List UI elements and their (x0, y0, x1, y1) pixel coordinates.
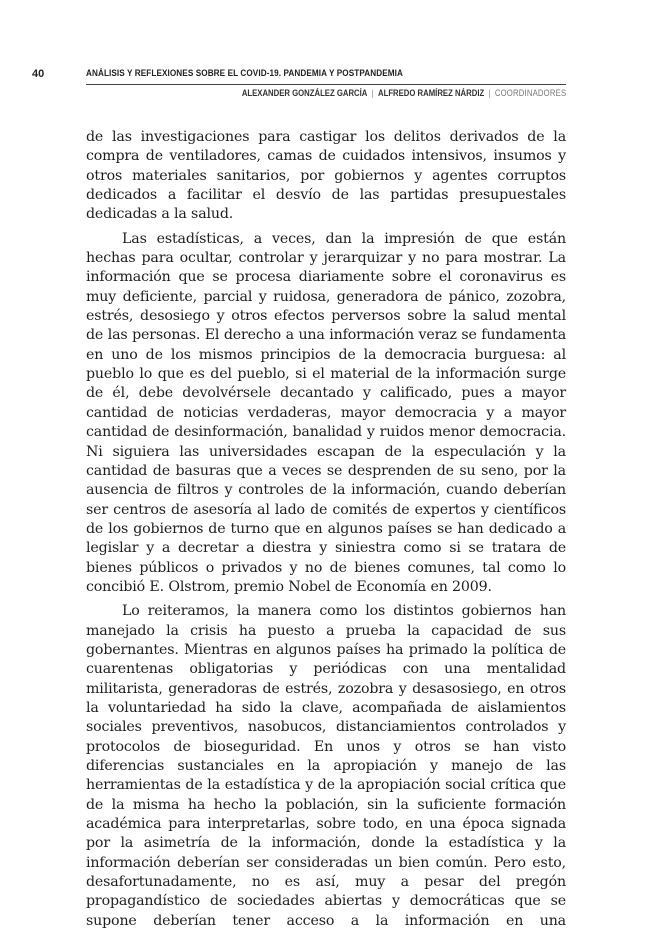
paragraph: Las estadísticas, a veces, dan la impresión de que están hechas para ocultar, controlar y jerarquizar y no para mostrar. La información que se procesa diariamente sobre el coronavirus es muy deficiente, parcial y ruidosa, generadora de pánico, zozobra, estrés, desosiego y otros efectos perversos sobre la salud mental de las personas. El derecho a una información veraz se fundamenta en uno de los mismos principios de la democracia burguesa: al pueblo lo que es del pueblo, si el material de la información surge de él, debe devolvérsele decantado y calificado, pues a mayor cantidad de noticias verdaderas, mayor democracia y a mayor cantidad de desinformación, banalidad y ruidos menor democracia. Ni siguiera las universidades escapan de la especulación y la cantidad de basuras que a veces se desprenden de su seno, por la ausencia de filtros y controles de la información, cuando deberían ser centros de asesoría al lado de comités de expertos y científicos de los gobiernos de turno que en algunos países se han dedicado a legislar y a decretar a diestra y siniestra como si se tratara de bienes públicos o privados y no de bienes comunes, tal como lo concibió E. Olstrom, premio Nobel de Economía en 2009. (86, 230, 566, 595)
editors-line (242, 88, 566, 98)
paragraph: de las investigaciones para castigar los delitos derivados de la compra de ventiladores, camas de cuidados intensivos, insumos y otros materiales sanitarios, por gobiernos y agentes corruptos dedicados a facilitar el desvío de las partidas presupuestales dedicadas a la salud. (86, 129, 566, 223)
editor-name: ALEXANDER GONZÁLEZ GARCÍA (241, 88, 368, 98)
header-separator: | (371, 88, 374, 98)
header-rule (86, 84, 566, 85)
paragraph: Lo reiteramos, la manera como los distintos gobiernos han manejado la crisis ha puesto a prueba la capacidad de sus gobernantes. Mientras en algunos países ha primado la política de cuarentenas obligatorias y periódicas con una mentalidad militarista, generadoras de estrés, zozobra y desasosiego, en otros la voluntariedad ha sido la clave, acompañada de aislamientos sociales preventivos, nasobucos, distanciamientos controlados y protocolos de bioseguridad. En unos y otros se han visto diferencias sustanciales en la apropiación y manejo de las herramientas de la estadística y de la apropiación social crítica que de la misma ha hecho la población, sin la suficiente formación académica para interpretarlas, sobre todo, en una época signada por la asimetría de la información, donde la estadística y la información deberían ser consideradas un bien común. Pero esto, desafortunadamente, no es así, muy a pesar del pregón propagandístico de sociedades abiertas y democráticas que se supone deberían tener acceso a la información en una (86, 603, 566, 929)
book-title: ANÁLISIS Y REFLEXIONES SOBRE EL COVID-19. PANDEMIA Y POSTPANDEMIA (86, 68, 404, 79)
editors-role: COORDINADORES (494, 88, 566, 98)
header-separator: | (488, 88, 491, 98)
body-text (86, 128, 566, 936)
page-number: 40 (32, 68, 45, 80)
editor-name: ALFREDO RAMÍREZ NÁRDIZ (377, 88, 484, 98)
